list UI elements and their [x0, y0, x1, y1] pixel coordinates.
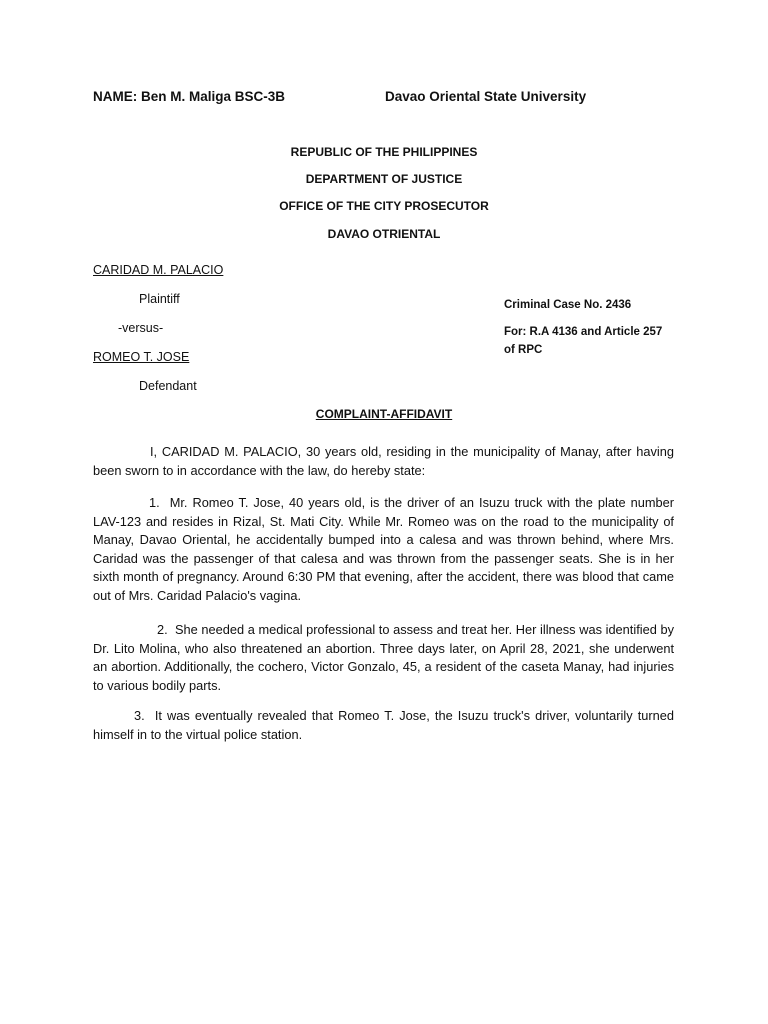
case-charge-line1: For: R.A 4136 and Article 257 [504, 326, 663, 338]
versus-label: -versus- [118, 321, 164, 335]
document-title: COMPLAINT-AFFIDAVIT [315, 407, 453, 421]
defendant-name: ROMEO T. JOSE [93, 350, 190, 364]
office-heading: OFFICE OF THE CITY PROSECUTOR [279, 199, 489, 213]
paragraph-2-number: 2. [157, 622, 168, 637]
paragraph-3-text: It was eventually revealed that Romeo T. Jose, the Isuzu truck's driver, voluntarily turned himself in to the virtual police station. [93, 708, 674, 742]
paragraph-2-text: She needed a medical professional to assess and treat her. Her illness was identified by Dr. Lito Molina, who also threatened an abortion. Three days later, on April 28, 2021, she underwent an abortion. Additionally, the cochero, Victor Gonzalo, 45, a resident of the caseta Manay, had injuries to various bodily parts. [93, 622, 674, 693]
plaintiff-label: Plaintiff [139, 292, 180, 306]
case-number: Criminal Case No. 2436 [504, 299, 632, 311]
paragraph-2 [93, 621, 674, 695]
plaintiff-name: CARIDAD M. PALACIO [93, 263, 224, 277]
paragraph-1-text: Mr. Romeo T. Jose, 40 years old, is the driver of an Isuzu truck with the plate number LAV-123 and resides in Rizal, St. Mati City. While Mr. Romeo was on the road to the municipality of Manay, Davao Oriental, he accidentally bumped into a calesa and was thrown behind, where Mrs. Caridad was the passenger of that calesa and was thrown from the passenger seats. She is in her sixth month of pregnancy. Around 6:30 PM that evening, after the accident, there was blood that came out of Mrs. Caridad Palacio's vagina. [93, 495, 674, 603]
paragraph-1 [93, 494, 674, 605]
university-name: Davao Oriental State University [385, 89, 587, 104]
defendant-label: Defendant [139, 379, 197, 393]
intro-paragraph: I, CARIDAD M. PALACIO, 30 years old, residing in the municipality of Manay, after having been sworn to in accordance with the law, do hereby state: [93, 444, 674, 478]
paragraph-3-number: 3. [134, 708, 145, 723]
department-heading: DEPARTMENT OF JUSTICE [305, 172, 463, 186]
case-charge-line2: of RPC [504, 344, 543, 356]
republic-heading: REPUBLIC OF THE PHILIPPINES [290, 145, 478, 159]
student-name: NAME: Ben M. Maliga BSC-3B [93, 89, 286, 104]
paragraph-1-number: 1. [149, 495, 160, 510]
paragraph-3 [93, 707, 674, 744]
location-heading: DAVAO OTRIENTAL [327, 227, 441, 241]
